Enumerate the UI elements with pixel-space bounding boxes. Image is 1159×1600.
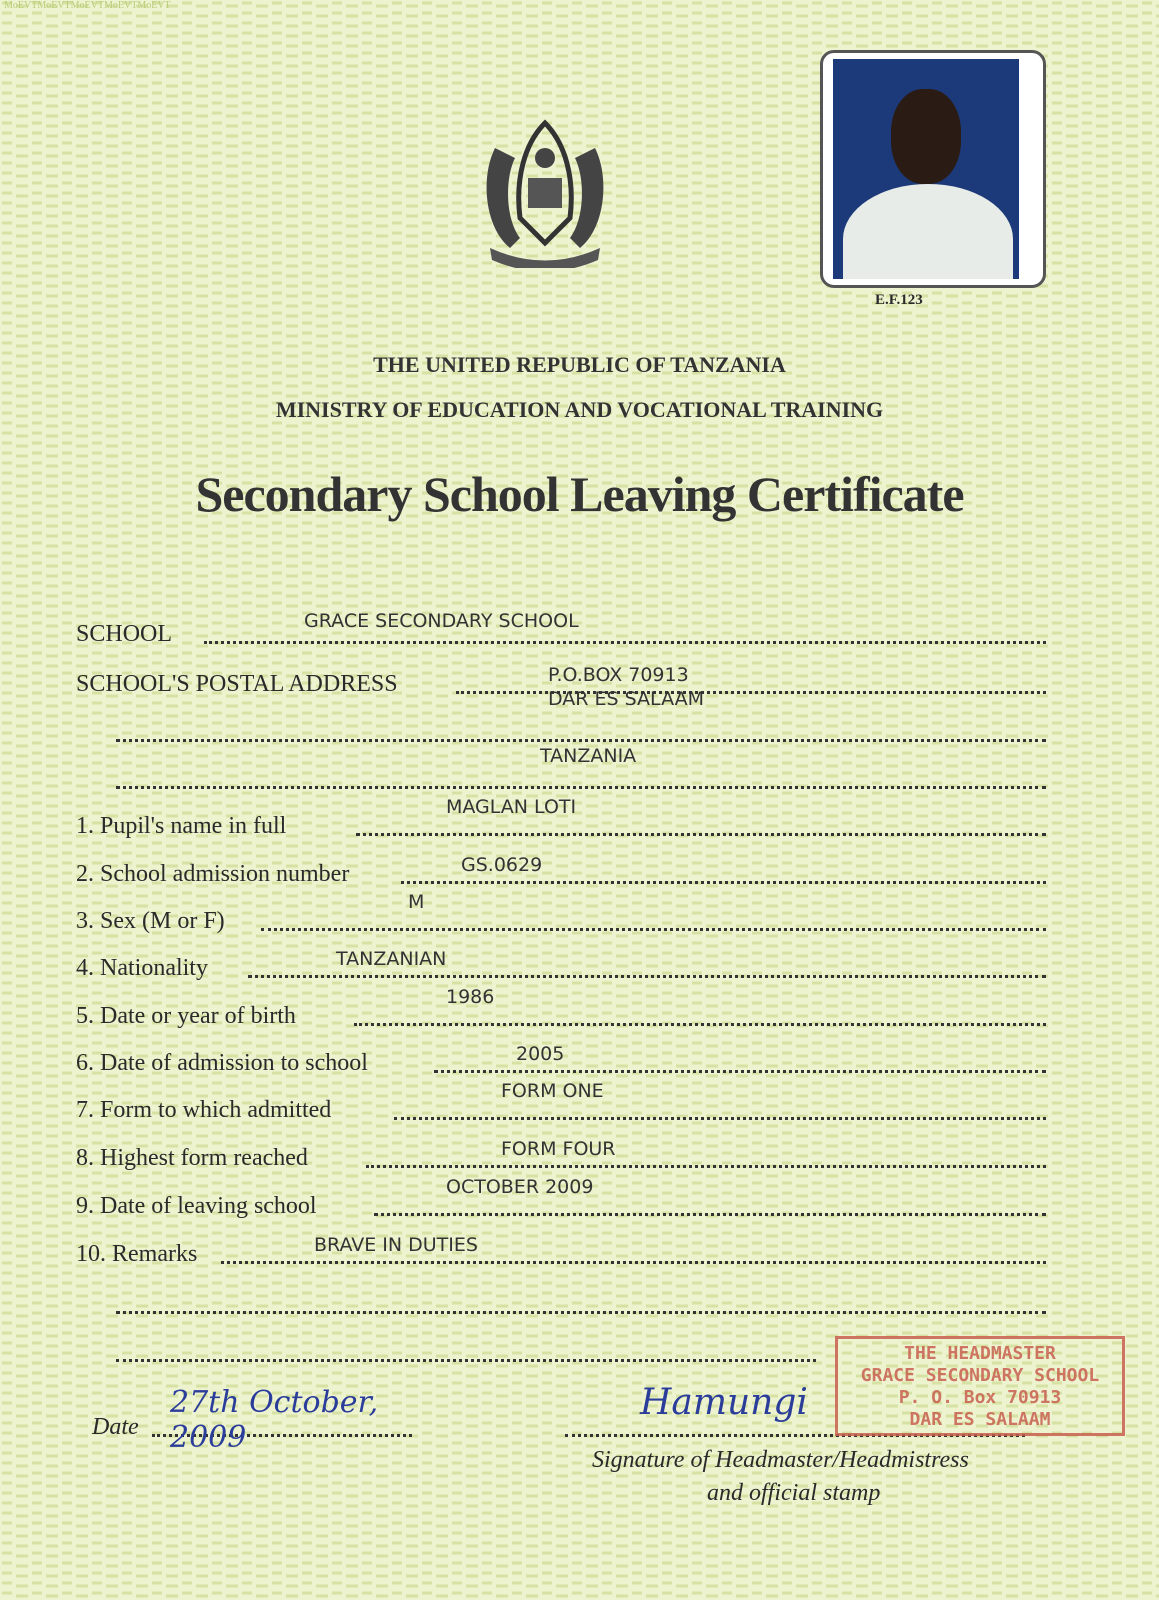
field-label: 9. Date of leaving school xyxy=(76,1193,317,1219)
signature-caption-2: and official stamp xyxy=(707,1480,881,1506)
postal-field-country xyxy=(76,745,1046,795)
school-field xyxy=(76,610,1046,650)
ministry-heading: MINISTRY OF EDUCATION AND VOCATIONAL TRAINING xyxy=(275,397,884,422)
field-row xyxy=(76,1230,1046,1270)
republic-heading: THE UNITED REPUBLIC OF TANZANIA xyxy=(373,352,786,377)
postal-line3: TANZANIA xyxy=(540,745,637,767)
form-code: E.F.123 xyxy=(875,292,923,308)
field-value: OCTOBER 2009 xyxy=(446,1176,594,1198)
pupil-photo xyxy=(820,50,1046,288)
field-value: BRAVE IN DUTIES xyxy=(314,1234,478,1256)
field-label: 4. Nationality xyxy=(76,955,208,981)
school-value: GRACE SECONDARY SCHOOL xyxy=(304,610,579,632)
signature-caption-1: Signature of Headmaster/Headmistress xyxy=(592,1447,969,1473)
stamp-line: GRACE SECONDARY SCHOOL xyxy=(860,1365,1100,1386)
field-label: 3. Sex (M or F) xyxy=(76,908,225,934)
field-label: 6. Date of admission to school xyxy=(76,1050,368,1076)
stamp-line: DAR ES SALAAM xyxy=(909,1409,1051,1430)
field-row xyxy=(76,850,1046,890)
stamp-line: P. O. Box 70913 xyxy=(898,1387,1062,1408)
school-label: SCHOOL xyxy=(76,621,173,647)
field-label: 10. Remarks xyxy=(76,1241,198,1267)
field-label: 2. School admission number xyxy=(76,861,350,887)
field-value: GS.0629 xyxy=(461,854,543,876)
field-value: MAGLAN LOTI xyxy=(446,796,577,818)
postal-label: SCHOOL'S POSTAL ADDRESS xyxy=(76,671,398,697)
field-row xyxy=(76,891,1046,937)
field-row xyxy=(76,1134,1046,1174)
certificate-title: Secondary School Leaving Certificate xyxy=(195,466,964,522)
official-stamp xyxy=(835,1336,1125,1436)
field-row xyxy=(76,986,1046,1032)
coat-of-arms-emblem xyxy=(470,118,620,268)
date-field xyxy=(92,1385,412,1455)
postal-line1: P.O.BOX 70913 xyxy=(548,664,689,686)
field-value: TANZANIAN xyxy=(336,948,447,970)
field-value: FORM ONE xyxy=(501,1080,604,1102)
stamp-line: THE HEADMASTER xyxy=(904,1343,1056,1364)
field-row xyxy=(76,1039,1046,1079)
field-label: 7. Form to which admitted xyxy=(76,1097,332,1123)
field-label: 1. Pupil's name in full xyxy=(76,813,287,839)
field-value: M xyxy=(408,891,425,913)
field-value: FORM FOUR xyxy=(501,1138,616,1160)
postal-address-field xyxy=(76,660,1046,710)
field-value: 2005 xyxy=(516,1043,565,1065)
field-row xyxy=(76,944,1046,984)
field-row xyxy=(76,1176,1046,1222)
field-value: 1986 xyxy=(446,986,495,1008)
date-handwritten: 27th October, 2009 xyxy=(170,1385,379,1455)
field-label: 5. Date or year of birth xyxy=(76,1003,296,1029)
field-row xyxy=(76,1080,1046,1126)
security-pattern-text: MoEVTMoEVTMoEVTMoEVTMoEVT xyxy=(4,0,171,11)
postal-line2: DAR ES SALAAM xyxy=(548,688,704,710)
field-label: 8. Highest form reached xyxy=(76,1145,308,1171)
field-row xyxy=(76,796,1046,842)
headmaster-signature: Hamungi xyxy=(640,1382,808,1423)
date-label: Date xyxy=(92,1414,139,1440)
